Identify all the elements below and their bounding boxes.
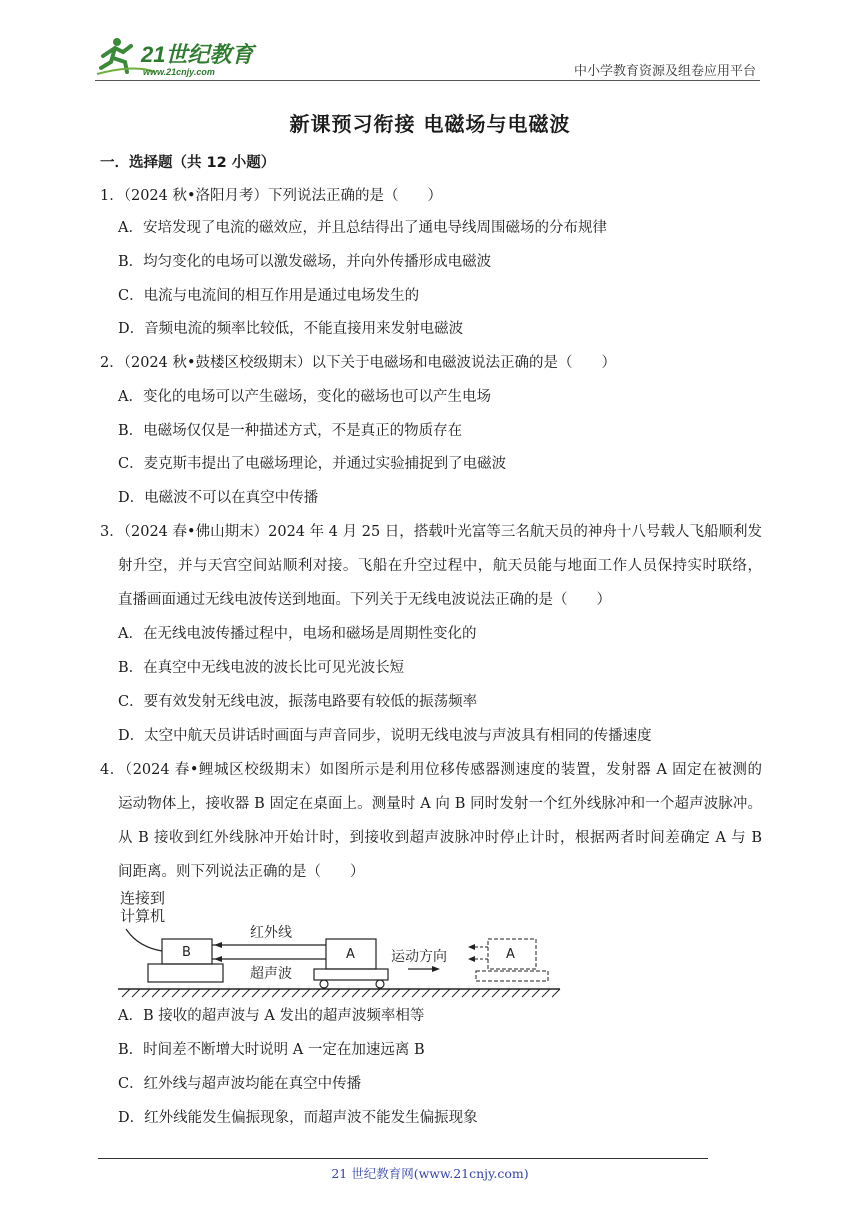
- logo-text: 21世纪教育: [141, 42, 254, 67]
- question-3-stem-line-1: 3．（2024 春•佛山期末）2024 年 4 月 25 日，搭载叶光富等三名航天员的神舟十八号载人飞船顺利发: [100, 524, 762, 540]
- question-4-stem-line-1: 4．（2024 春•鲤城区校级期末）如图所示是利用位移传感器测速度的装置，发射器 A 固定在被测的: [100, 762, 762, 778]
- question-1-option-b: B．均匀变化的电场可以激发磁场，并向外传播形成电磁波: [118, 254, 492, 270]
- platform-name: 中小学教育资源及组卷应用平台: [573, 64, 756, 79]
- footer-link[interactable]: 21 世纪教育网(www.21cnjy.com): [331, 1166, 529, 1181]
- page-header: [95, 30, 760, 82]
- question-1-stem: 1．（2024 秋•洛阳月考）下列说法正确的是（ ）: [100, 188, 443, 204]
- question-2-option-b: B．电磁场仅仅是一种描述方式，不是真正的物质存在: [118, 423, 463, 439]
- sensor-diagram: [118, 885, 568, 1000]
- site-logo: [95, 34, 265, 78]
- runner-logo-icon: [95, 34, 265, 78]
- question-3-option-c: C．要有效发射无线电波，振荡电路要有较低的振荡频率: [118, 694, 478, 710]
- question-3-option-a: A．在无线电波传播过程中，电场和磁场是周期性变化的: [118, 626, 477, 642]
- question-1-option-d: D．音频电流的频率比较低，不能直接用来发射电磁波: [118, 321, 464, 337]
- question-4-stem-line-4: 间距离。则下列说法正确的是（ ）: [118, 864, 365, 880]
- receiver-base: [148, 964, 223, 982]
- question-3-stem-line-3: 直播画面通过无线电波传送到地面。下列关于无线电波说法正确的是（ ）: [118, 592, 611, 608]
- emitter-label: A: [346, 947, 355, 962]
- question-1-option-c: C．电流与电流间的相互作用是通过电场发生的: [118, 288, 420, 304]
- receiver-label: B: [182, 945, 191, 960]
- section-heading: 一．选择题（共 12 小题）: [100, 155, 276, 171]
- infrared-label: 红外线: [250, 925, 292, 941]
- motion-arrow-icon: [432, 966, 440, 972]
- question-2-stem: 2．（2024 秋•鼓楼区校级期末）以下关于电磁场和电磁波说法正确的是（ ）: [100, 355, 617, 371]
- connect-label-line-1: 连接到: [120, 889, 166, 907]
- ultrasonic-label: 超声波: [250, 966, 292, 982]
- connect-label-line-2: 计算机: [120, 907, 166, 925]
- question-4-option-d: D．红外线能发生偏振现象，而超声波不能发生偏振现象: [118, 1110, 478, 1126]
- question-4-option-a: A．B 接收的超声波与 A 发出的超声波频率相等: [118, 1008, 425, 1024]
- question-1-option-a: A．安培发现了电流的磁效应，并且总结得出了通电导线周围磁场的分布规律: [118, 220, 607, 236]
- logo-url: www.21cnjy.com: [143, 67, 215, 77]
- cable: [126, 929, 162, 951]
- question-2-option-c: C．麦克斯韦提出了电磁场理论，并通过实验捕捉到了电磁波: [118, 456, 507, 472]
- cart-wheel-left: [320, 980, 328, 988]
- ground-hatch: [122, 989, 560, 997]
- ultrasonic-arrow-icon: [214, 956, 222, 962]
- footer-divider: [98, 1158, 708, 1159]
- motion-label: 运动方向: [391, 949, 447, 965]
- question-2-option-d: D．电磁波不可以在真空中传播: [118, 490, 319, 506]
- question-3-stem-line-2: 射升空，并与天宫空间站顺利对接。飞船在升空过程中，航天员能与地面工作人员保持实时联络，: [118, 558, 762, 574]
- cart-wheel-right: [376, 980, 384, 988]
- infrared-arrow-icon: [214, 942, 222, 948]
- cart-ghost: [476, 971, 548, 981]
- question-4-stem-line-2: 运动物体上，接收器 B 固定在桌面上。测量时 A 向 B 同时发射一个红外线脉冲和一个超声波脉冲。: [118, 796, 762, 812]
- question-4-option-c: C．红外线与超声波均能在真空中传播: [118, 1076, 362, 1092]
- emitter-ghost-label: A: [506, 947, 515, 962]
- cart-body: [314, 969, 388, 980]
- page-title: 新课预习衔接 电磁场与电磁波: [289, 112, 571, 136]
- header-divider: [95, 80, 760, 81]
- question-2-option-a: A．变化的电场可以产生磁场，变化的磁场也可以产生电场: [118, 389, 491, 405]
- question-3-option-b: B．在真空中无线电波的波长比可见光波长短: [118, 660, 405, 676]
- question-4-option-b: B．时间差不断增大时说明 A 一定在加速远离 B: [118, 1042, 425, 1058]
- question-3-option-d: D．太空中航天员讲话时画面与声音同步，说明无线电波与声波具有相同的传播速度: [118, 728, 652, 744]
- question-4-stem-line-3: 从 B 接收到红外线脉冲开始计时，到接收到超声波脉冲时停止计时，根据两者时间差确定 A 与 B: [118, 830, 762, 846]
